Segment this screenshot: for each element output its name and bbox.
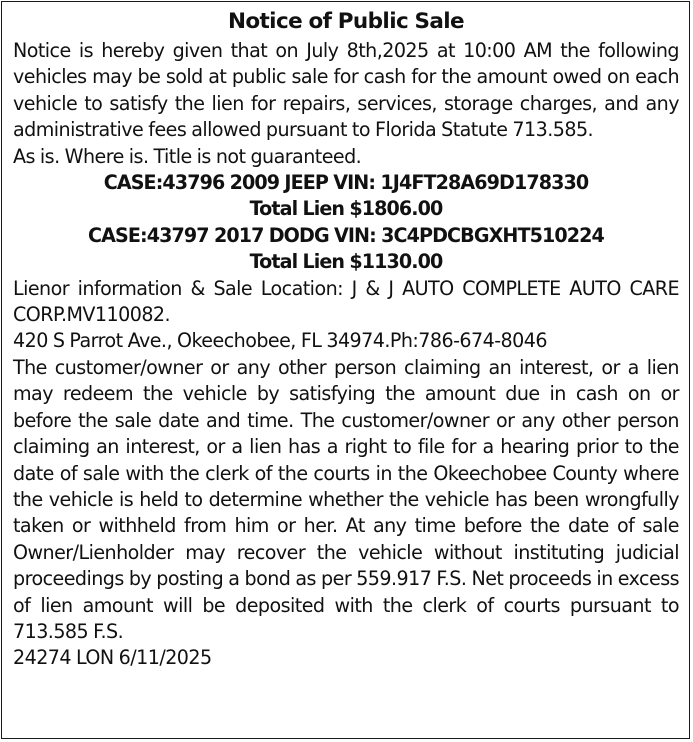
publication-reference: 24274 LON 6/11/2025 bbox=[13, 646, 212, 670]
as-is-statement: As is. Where is. Title is not guaranteed. bbox=[13, 144, 362, 168]
owner-rights-paragraph: The customer/owner or any other person claiming an interest, or a lien may redeem the vehicle by satisfying the amount due in cash on or before the sale date and time. The customer/owner or any other person claiming an interest, or a lien has a right to file for a hearing prior to the date of sale with the clerk of the courts in the Okeechobee County where the vehicle is held to determine whether the vehicle has been wrongfully taken or withheld from him or her. At any time before the date of sale Owner/Lienholder may recover the vehicle without instituting judicial proceedings by posting a bond as per 559.917 F.S. Net proceeds in excess of lien amount will be deposited with the clerk of courts pursuant to 713.585 F.S. bbox=[13, 355, 679, 643]
case-line: CASE:43796 2009 JEEP VIN: 1J4FT28A69D178330 bbox=[103, 171, 589, 195]
sale-location-address: 420 S Parrot Ave., Okeechobee, FL 34974.Ph:786-674-8046 bbox=[13, 329, 547, 353]
intro-paragraph: Notice is hereby given that on July 8th,2025 at 10:00 AM the following vehicles may be sold at public sale for cash for the amount owed on each vehicle to satisfy the lien for repairs, services, storage charges, and any administrative fees allowed pursuant to Florida Statute 713.585. bbox=[13, 39, 679, 142]
lienor-information: Lienor information & Sale Location: J & J AUTO COMPLETE AUTO CARE CORP.MV110082. bbox=[13, 276, 679, 327]
public-sale-notice bbox=[1, 1, 690, 739]
case-list bbox=[13, 170, 679, 276]
case-line: CASE:43797 2017 DODG VIN: 3C4PDCBGXHT510224 bbox=[88, 223, 604, 247]
total-lien-line: Total Lien $1130.00 bbox=[249, 250, 443, 274]
notice-title: Notice of Public Sale bbox=[227, 9, 465, 34]
total-lien-line: Total Lien $1806.00 bbox=[249, 197, 443, 221]
